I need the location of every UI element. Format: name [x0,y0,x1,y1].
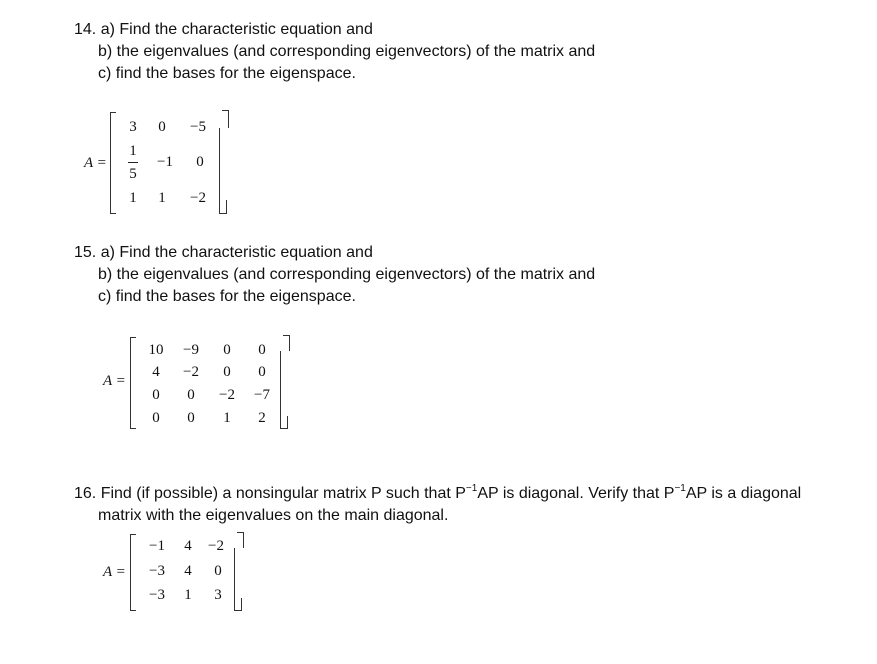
problem-15-part-c: c) find the bases for the eigenspace. [98,288,356,305]
problem-14-part-a: 14. a) Find the characteristic equation and [74,21,373,38]
matrix-cell: −1 [157,154,173,170]
matrix-cell: 3 [214,587,222,603]
matrix-cell: −2 [190,190,206,206]
matrix-cell: −2 [219,387,235,403]
matrix-cell: 1 [223,410,231,426]
inverse-exponent: −1 [465,482,478,494]
matrix-cell: 4 [184,563,192,579]
problem-16-text-pre: 16. Find (if possible) a nonsingular matrix P such that P [74,485,466,502]
matrix-cell: 0 [152,387,160,403]
matrix-cell: 0 [187,387,195,403]
matrix-cell: 0 [152,410,160,426]
matrix-cell: 0 [258,342,266,358]
right-bracket [289,335,290,351]
matrix-cell: 0 [196,154,204,170]
fraction-numerator: 1 [129,143,137,159]
matrix-cell: −9 [183,342,199,358]
matrix-cell: 2 [258,410,266,426]
matrix-cell: 0 [187,410,195,426]
fraction-bar [128,162,138,163]
matrix-label: A = [103,564,126,580]
matrix-cell: 4 [184,538,192,554]
matrix-cell: −5 [190,119,206,135]
problem-16-line-1 [74,484,801,504]
left-bracket [130,534,131,611]
matrix-cell: −1 [149,538,165,554]
matrix-label: A = [103,373,126,389]
matrix-cell: 0 [214,563,222,579]
problem-16-text-mid: AP is diagonal. Verify that P [477,485,675,502]
left-bracket [130,337,131,429]
matrix-cell: 0 [258,364,266,380]
matrix-cell: 0 [158,119,166,135]
matrix-cell: 0 [223,342,231,358]
matrix-cell: 0 [223,364,231,380]
matrix-cell: 1 [129,190,137,206]
matrix-cell: −3 [149,587,165,603]
matrix-cell: 3 [129,119,137,135]
inverse-exponent: −1 [674,482,686,494]
problem-15-part-b: b) the eigenvalues (and corresponding eigenvectors) of the matrix and [98,266,596,283]
matrix-cell: 1 [184,587,192,603]
matrix-cell: 4 [152,364,160,380]
matrix-cell: 10 [148,342,164,358]
problem-16-line-2: matrix with the eigenvalues on the main diagonal. [98,507,449,524]
problem-14-part-c: c) find the bases for the eigenspace. [98,65,356,82]
left-bracket [110,112,111,214]
right-bracket [228,110,229,128]
matrix-cell: −2 [183,364,199,380]
matrix-cell: −3 [149,563,165,579]
matrix-cell: 1 [158,190,166,206]
fraction-denominator: 5 [129,166,137,182]
problem-15-part-a: 15. a) Find the characteristic equation and [74,244,373,261]
matrix-cell: −2 [208,538,224,554]
right-bracket [243,532,244,548]
matrix-label: A = [84,155,107,171]
problem-14-part-b: b) the eigenvalues (and corresponding eigenvectors) of the matrix and [98,43,596,60]
matrix-cell: −7 [254,387,270,403]
problem-16-text-post: AP is a diagonal [685,485,802,502]
